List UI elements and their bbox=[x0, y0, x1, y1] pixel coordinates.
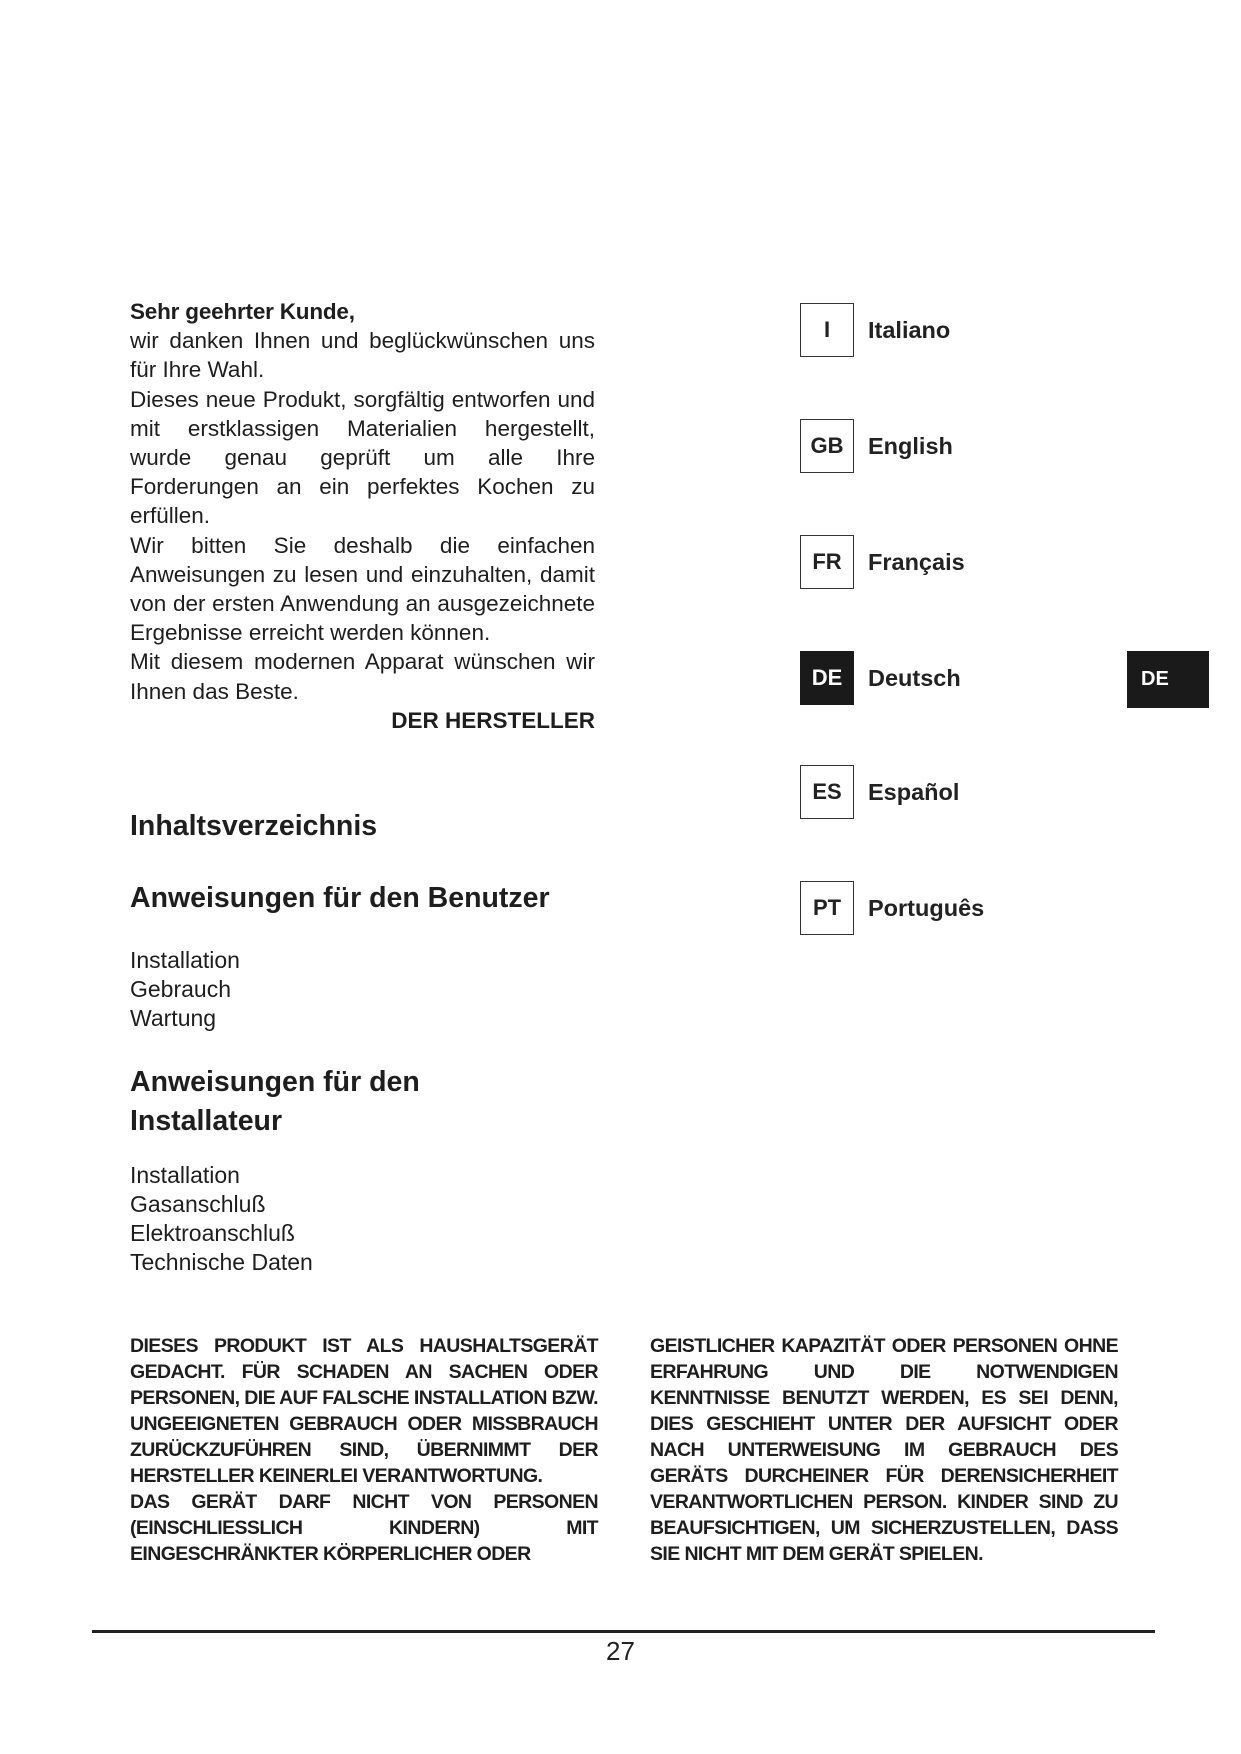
section-tab-de: DE bbox=[1127, 651, 1209, 708]
installer-heading-line-1: Anweisungen für den bbox=[130, 1066, 420, 1098]
warning-paragraph-1: DIESES PRODUKT IST ALS HAUSHALTSGERÄT GEDACHT. FÜR SCHADEN AN SACHEN ODER PERSONEN, DIE AUF FALSCHE INSTALLATION BZW. UNGEEIGNETEN GEBRAUCH ODER MISSBRAUCH ZURÜCKZUFÜHREN SIND, ÜBERNIMMT DER HERSTELLER KEINERLEI VERANTWORTUNG. bbox=[130, 1335, 598, 1487]
language-name: English bbox=[868, 432, 953, 459]
language-item-gb[interactable] bbox=[800, 418, 953, 474]
warning-paragraph-2: DAS GERÄT DARF NICHT VON PERSONEN (EINSCHLIESSLICH KINDERN) MIT EINGESCHRÄNKTER KÖRPERLICHER ODER bbox=[130, 1491, 598, 1565]
language-item-de[interactable] bbox=[800, 650, 961, 706]
toc-item: Installation bbox=[130, 1162, 240, 1188]
greeting: Sehr geehrter Kunde, bbox=[130, 299, 355, 324]
language-code-box: PT bbox=[800, 881, 854, 935]
toc-item: Technische Daten bbox=[130, 1249, 313, 1275]
language-item-pt[interactable] bbox=[800, 880, 984, 936]
user-section-heading: Anweisungen für den Benutzer bbox=[130, 882, 550, 914]
language-name: Français bbox=[868, 548, 965, 575]
intro-paragraph-1: wir danken Ihnen und beglückwünschen uns für Ihre Wahl. bbox=[130, 328, 595, 383]
intro-paragraph-4: Mit diesem modernen Apparat wünschen wir Ihnen das Beste. bbox=[130, 649, 595, 704]
footer-divider bbox=[92, 1630, 1155, 1633]
language-code-box-active: DE bbox=[800, 651, 854, 705]
language-code-box: FR bbox=[800, 535, 854, 589]
warning-paragraph-3: GEISTLICHER KAPAZITÄT ODER PERSONEN OHNE ERFAHRUNG UND DIE NOTWENDIGEN KENNTNISSE BENUTZT WERDEN, ES SEI DENN, DIES GESCHIEHT UNTER DER AUFSICHT ODER NACH UNTERWEISUNG IM GEBRAUCH DES GERÄTS DURCHEINER FÜR DERENSICHERHEIT VERANTWORTLICHEN PERSON. KINDER SIND ZU BEAUFSICHTIGEN, UM SICHERZUSTELLEN, DASS SIE NICHT MIT DEM GERÄT SPIELEN. bbox=[650, 1335, 1118, 1565]
toc-title: Inhaltsverzeichnis bbox=[130, 810, 378, 842]
language-name: Deutsch bbox=[868, 664, 961, 691]
intro-paragraph-2: Dieses neue Produkt, sorgfältig entworfen und mit erstklassigen Materialien hergestellt, wurde genau geprüft um alle Ihre Forderungen an ein perfektes Kochen zu erfüllen. bbox=[130, 386, 595, 529]
language-code-box: I bbox=[800, 303, 854, 357]
language-name: Español bbox=[868, 778, 960, 805]
toc-item: Wartung bbox=[130, 1005, 217, 1031]
toc-item: Elektroanschluß bbox=[130, 1220, 295, 1246]
language-name: Italiano bbox=[868, 316, 951, 343]
language-item-it[interactable] bbox=[800, 302, 950, 358]
intro-paragraph-3: Wir bitten Sie deshalb die einfachen Anweisungen zu lesen und einzuhalten, damit von der ersten Anwendung an ausgezeichnete Ergebnisse erreicht werden können. bbox=[130, 532, 595, 646]
page-number: 27 bbox=[606, 1636, 635, 1666]
language-name: Português bbox=[868, 894, 985, 921]
language-code-box: GB bbox=[800, 419, 854, 473]
language-item-fr[interactable] bbox=[800, 534, 965, 590]
language-item-es[interactable] bbox=[800, 764, 959, 820]
installer-section-heading bbox=[130, 1063, 600, 1141]
toc-item: Gebrauch bbox=[130, 976, 232, 1002]
installer-section-list bbox=[130, 1161, 313, 1277]
toc-item: Gasanschluß bbox=[130, 1191, 266, 1217]
installer-heading-line-2: Installateur bbox=[130, 1105, 283, 1137]
warning-right-column bbox=[650, 1333, 1118, 1567]
warning-left-column bbox=[130, 1333, 598, 1567]
language-code-box: ES bbox=[800, 765, 854, 819]
intro-letter bbox=[130, 297, 595, 706]
toc-item: Installation bbox=[130, 947, 240, 973]
user-section-list bbox=[130, 946, 240, 1033]
signature: DER HERSTELLER bbox=[391, 708, 595, 733]
